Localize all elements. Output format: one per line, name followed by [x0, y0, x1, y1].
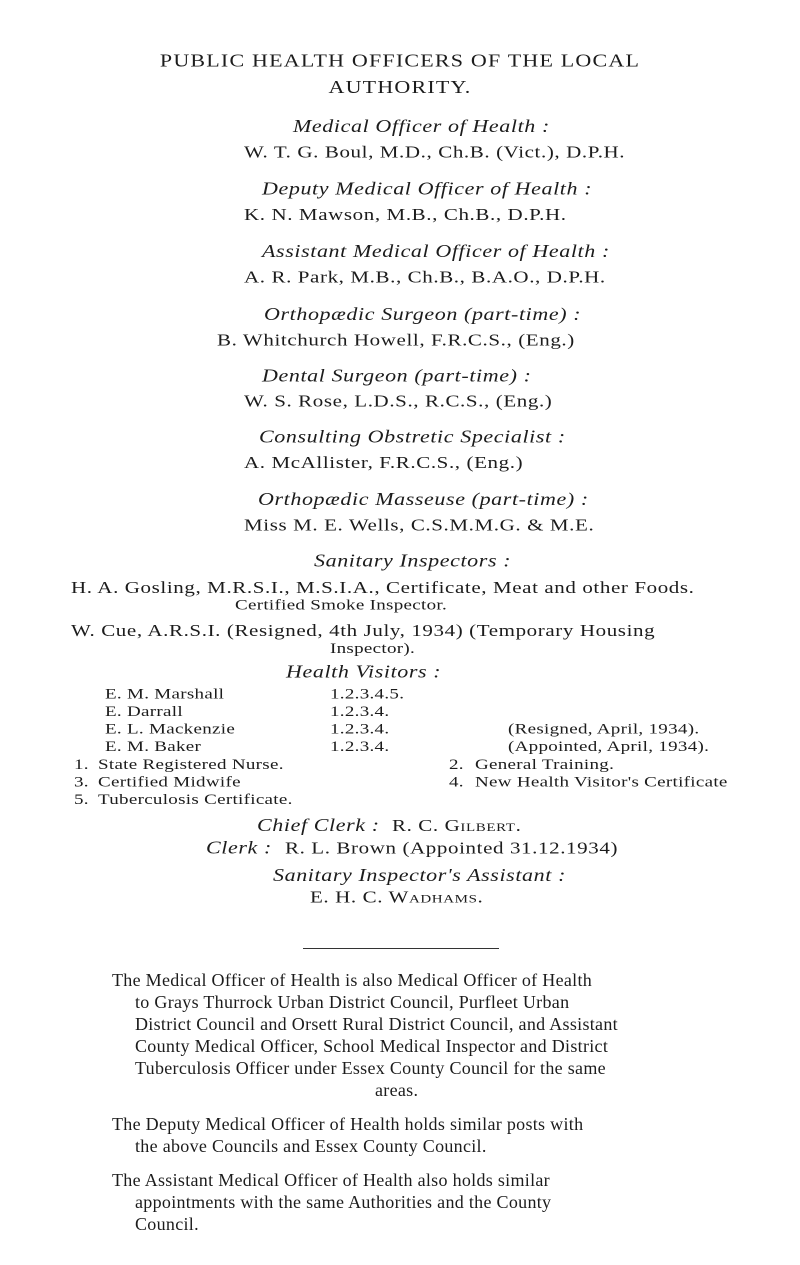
assistant-role: Sanitary Inspector's Assistant :	[273, 864, 566, 885]
paragraph-1-line: to Grays Thurrock Urban District Council, Purfleet Urban	[135, 992, 570, 1012]
officer-role-dental: Dental Surgeon (part-time) :	[262, 365, 532, 386]
health-visitors-heading: Health Visitors :	[286, 661, 442, 682]
key-text: State Registered Nurse.	[98, 756, 284, 773]
visitor-quals: 1.2.3.4.	[330, 738, 390, 756]
clerk-name: R. L. Brown (Appointed 31.12.1934)	[285, 838, 619, 858]
visitor-quals: 1.2.3.4.	[330, 720, 390, 738]
officer-role-ortho-surgeon: Orthopædic Surgeon (part-time) :	[264, 304, 582, 324]
key-number: 3.	[74, 773, 89, 791]
officer-name-ortho-surgeon: B. Whitchurch Howell, F.R.C.S., (Eng.)	[217, 330, 575, 350]
paragraph-3-line: The Assistant Medical Officer of Health also holds similar	[112, 1170, 550, 1190]
paragraph-1-line: District Council and Orsett Rural District Council, and Assistant	[135, 1014, 618, 1034]
sanitary-inspector-2: W. Cue, A.R.S.I. (Resigned, 4th July, 1934) (Temporary Housing	[71, 620, 656, 640]
paragraph-3-line: appointments with the same Authorities and the County	[135, 1192, 552, 1212]
visitor-quals: 1.2.3.4.	[330, 703, 390, 720]
key-number: 2.	[449, 756, 464, 773]
key-text: General Training.	[475, 756, 615, 773]
officer-role-deputy: Deputy Medical Officer of Health :	[262, 178, 593, 199]
key-number: 5.	[74, 791, 89, 808]
officer-name-dental: W. S. Rose, L.D.S., R.C.S., (Eng.)	[244, 391, 553, 411]
paragraph-2-line: The Deputy Medical Officer of Health holds similar posts with	[112, 1114, 584, 1134]
sanitary-heading: Sanitary Inspectors :	[314, 550, 512, 571]
officer-name-masseuse: Miss M. E. Wells, C.S.M.M.G. & M.E.	[244, 515, 595, 535]
key-text: New Health Visitor's Certificate	[475, 773, 728, 791]
sanitary-inspector-1: H. A. Gosling, M.R.S.I., M.S.I.A., Certificate, Meat and other Foods.	[71, 577, 695, 597]
paragraph-1-line: areas.	[375, 1080, 419, 1100]
clerk-role: Clerk :	[206, 837, 272, 858]
assistant-name: E. H. C. Wadhams.	[310, 887, 484, 907]
officer-role-masseuse: Orthopædic Masseuse (part-time) :	[258, 488, 589, 509]
visitor-quals: 1.2.3.4.5.	[330, 685, 405, 703]
chief-clerk-name: R. C. Gilbert.	[392, 816, 522, 836]
key-text: Certified Midwife	[98, 773, 241, 791]
officer-role-obstetric: Consulting Obstretic Specialist :	[259, 426, 566, 447]
visitor-name: E. M. Marshall	[105, 685, 225, 703]
visitor-note: (Appointed, April, 1934).	[508, 738, 710, 756]
paragraph-1-line: Tuberculosis Officer under Essex County Council for the same	[135, 1058, 606, 1078]
key-text: Tuberculosis Certificate.	[98, 791, 293, 808]
officer-name-obstetric: A. McAllister, F.R.C.S., (Eng.)	[244, 452, 524, 472]
sanitary-inspector-2-cont: Inspector).	[330, 640, 416, 657]
sanitary-inspector-1-cont: Certified Smoke Inspector.	[235, 596, 448, 614]
visitor-name: E. Darrall	[105, 703, 183, 720]
officer-name-deputy: K. N. Mawson, M.B., Ch.B., D.P.H.	[244, 204, 567, 224]
paragraph-3-line: Council.	[135, 1214, 199, 1234]
officer-name-moh: W. T. G. Boul, M.D., Ch.B. (Vict.), D.P.H.	[244, 142, 626, 162]
key-number: 4.	[449, 773, 464, 791]
visitor-name: E. L. Mackenzie	[105, 720, 236, 738]
officer-name-assistant: A. R. Park, M.B., Ch.B., B.A.O., D.P.H.	[244, 267, 606, 287]
visitor-name: E. M. Baker	[105, 738, 202, 756]
paragraph-2-line: the above Councils and Essex County Council.	[135, 1136, 487, 1156]
visitor-note: (Resigned, April, 1934).	[508, 720, 700, 738]
officer-role-assistant: Assistant Medical Officer of Health :	[262, 240, 610, 261]
page-title-line-1: PUBLIC HEALTH OFFICERS OF THE LOCAL	[159, 50, 641, 71]
paragraph-1-line: County Medical Officer, School Medical Inspector and District	[135, 1036, 609, 1056]
officer-role-moh: Medical Officer of Health :	[293, 116, 550, 136]
paragraph-1-line: The Medical Officer of Health is also Medical Officer of Health	[112, 970, 593, 990]
key-number: 1.	[74, 756, 89, 773]
page-title-line-2: AUTHORITY.	[328, 76, 472, 97]
chief-clerk-role: Chief Clerk :	[257, 815, 380, 836]
